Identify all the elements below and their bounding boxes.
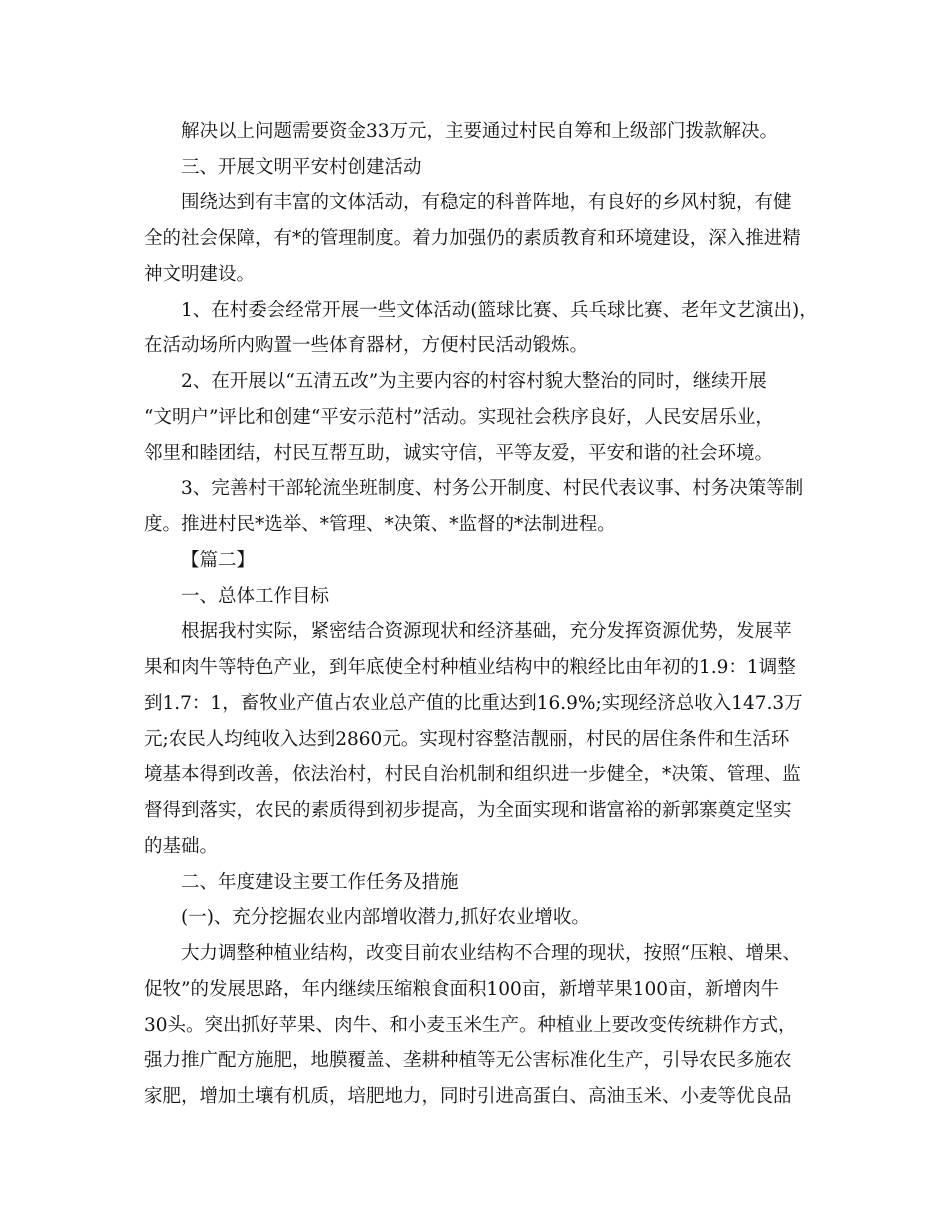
section-heading: 三、开展文明平安村创建活动 <box>181 157 422 178</box>
text-line: 境基本得到改善，依法治村，村民自治机制和组织进一步健全，*决策、管理、监 <box>144 764 801 785</box>
text-line: 家肥，增加土壤有机质，培肥地力，同时引进高蛋白、高油玉米、小麦等优良品 <box>144 1086 792 1107</box>
text-line: “文明户”评比和创建“平安示范村”活动。实现社会秩序良好，人民安居乐业， <box>144 407 774 428</box>
text-line: 到1.7：1，畜牧业产值占农业总产值的比重达到16.9%;实现经济总收入147.3万 <box>144 693 803 714</box>
text-line: 围绕达到有丰富的文体活动，有稳定的科普阵地，有良好的乡风村貌，有健 <box>181 192 792 213</box>
text-line: 根据我村实际，紧密结合资源现状和经济基础，充分发挥资源优势，发展苹 <box>181 621 792 642</box>
text-line: 邻里和睦团结，村民互帮互助，诚实守信，平等友爱，平安和谐的社会环境。 <box>144 443 774 464</box>
text-line: 神文明建设。 <box>144 264 256 285</box>
text-line: 在活动场所内购置一些体育器材，方便村民活动锻炼。 <box>144 335 589 356</box>
section-heading: 一、总体工作目标 <box>181 586 330 607</box>
text-line: 1、在村委会经常开展一些文体活动(篮球比赛、兵乓球比赛、老年文艺演出)， <box>181 300 818 321</box>
text-line: 督得到落实，农民的素质得到初步提高，为全面实现和谐富裕的新郭寨奠定坚实 <box>144 800 792 821</box>
text-line: 全的社会保障，有*的管理制度。着力加强仍的素质教育和环境建设，深入推进精 <box>144 228 801 249</box>
text-line: 元;农民人均纯收入达到2860元。实现村容整洁靓丽，村民的居住条件和生活环 <box>144 729 790 750</box>
text-line: 3、完善村干部轮流坐班制度、村务公开制度、村民代表议事、村务决策等制 <box>181 478 804 499</box>
text-line: 30头。突出抓好苹果、肉牛、和小麦玉米生产。种植业上要改变传统耕作方式， <box>144 1015 797 1036</box>
text-line: 促牧”的发展思路，年内继续压缩粮食面积100亩，新增苹果100亩，新增肉牛 <box>144 979 780 1000</box>
text-line: 的基础。 <box>144 836 219 857</box>
text-line: 度。推进村民*选举、*管理、*决策、*监督的*法制进程。 <box>144 514 616 535</box>
section-heading: (一)、充分挖掘农业内部增收潜力,抓好农业增收。 <box>181 907 590 928</box>
section-heading: 【篇二】 <box>181 550 256 571</box>
text-line: 2、在开展以“五清五改”为主要内容的村容村貌大整治的同时，继续开展 <box>181 371 767 392</box>
text-line: 大力调整种植业结构，改变目前农业结构不合理的现状，按照“压粮、增果、 <box>181 943 801 964</box>
text-line: 果和肉牛等特色产业，到年底使全村种植业结构中的粮经比由年初的1.9：1调整 <box>144 657 796 678</box>
text-line: 解决以上问题需要资金33万元，主要通过村民自筹和上级部门拨款解决。 <box>181 121 779 142</box>
text-line: 强力推广配方施肥，地膜覆盖、垄耕种植等无公害标准化生产，引导农民多施农 <box>144 1050 792 1071</box>
section-heading: 二、年度建设主要工作任务及措施 <box>181 872 459 893</box>
